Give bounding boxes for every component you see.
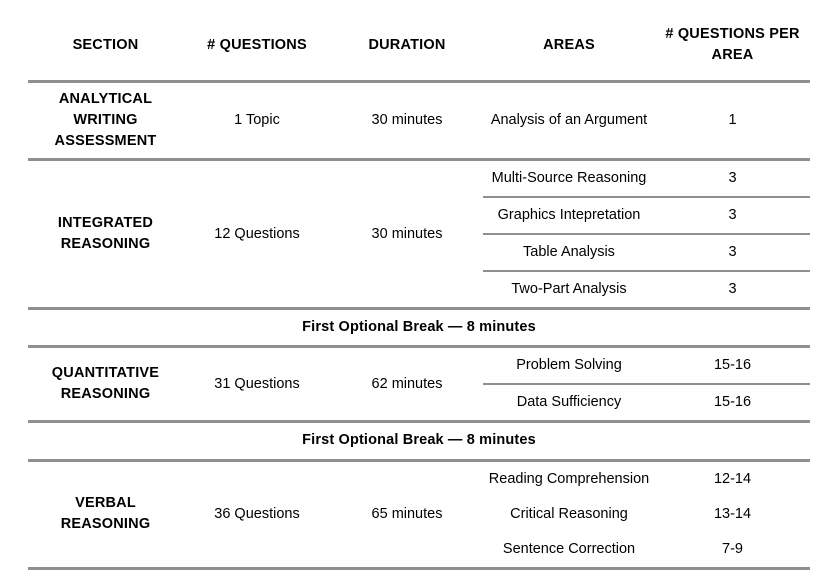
section-name: VERBAL REASONING — [60, 495, 151, 533]
section-duration: 62 minutes — [371, 375, 443, 392]
areas-subtable — [483, 103, 810, 138]
break-row — [28, 422, 810, 460]
section-question-count: 12 Questions — [214, 225, 300, 242]
section-duration: 30 minutes — [371, 225, 443, 242]
areas-subtable — [483, 348, 810, 420]
area-name: Table Analysis — [483, 234, 655, 271]
area-question-count: 13-14 — [713, 505, 752, 522]
section-name: QUANTITATIVE REASONING — [51, 365, 160, 403]
exam-structure-table — [28, 18, 810, 570]
area-question-count: 15-16 — [713, 357, 752, 374]
section-question-count: 1 Topic — [234, 112, 280, 129]
area-question-count: 7-9 — [722, 540, 743, 557]
area-name: Multi-Source Reasoning — [491, 170, 647, 187]
area-question-count: 3 — [728, 170, 737, 187]
area-name: Graphics Intepretation — [483, 197, 655, 234]
break-row — [28, 309, 810, 347]
break-label: First Optional Break — 8 minutes — [302, 432, 536, 449]
areas-subtable — [483, 161, 810, 307]
column-header-questions: # QUESTIONS — [207, 36, 307, 53]
area-row — [483, 234, 810, 271]
section-name: ANALYTICAL WRITING ASSESSMENT — [54, 91, 157, 150]
section-question-count: 31 Questions — [214, 375, 300, 392]
table-row — [28, 82, 810, 160]
table-row — [28, 160, 810, 309]
area-name: Two-Part Analysis — [483, 271, 655, 307]
table-body — [28, 82, 810, 569]
area-question-count: 3 — [655, 234, 810, 271]
area-question-count: 15-16 — [655, 384, 810, 420]
area-name: Sentence Correction — [502, 540, 636, 557]
area-name: Critical Reasoning — [510, 505, 628, 522]
area-question-count: 12-14 — [713, 470, 752, 487]
area-row — [483, 532, 810, 567]
section-name: INTEGRATED REASONING — [57, 215, 154, 253]
column-header-per-area: # QUESTIONS PER AREA — [665, 26, 800, 64]
area-row — [483, 197, 810, 234]
area-name: Analysis of an Argument — [490, 112, 648, 129]
column-header-areas: AREAS — [543, 36, 595, 53]
table-header — [28, 18, 810, 82]
area-name: Data Sufficiency — [483, 384, 655, 420]
break-label: First Optional Break — 8 minutes — [302, 319, 536, 336]
areas-group — [483, 460, 810, 568]
table-row — [28, 460, 810, 568]
area-row — [483, 497, 810, 532]
table-row — [28, 347, 810, 422]
areas-group — [483, 160, 810, 309]
area-row — [483, 384, 810, 420]
area-row — [483, 271, 810, 307]
area-question-count: 1 — [728, 112, 737, 129]
areas-group — [483, 347, 810, 422]
section-duration: 30 minutes — [371, 112, 443, 129]
section-question-count: 36 Questions — [214, 505, 300, 522]
area-row — [483, 462, 810, 497]
table-header-row — [28, 18, 810, 82]
area-question-count: 3 — [655, 197, 810, 234]
areas-group — [483, 82, 810, 160]
area-row — [483, 161, 810, 197]
column-header-duration: DURATION — [368, 36, 446, 53]
areas-subtable — [483, 462, 810, 567]
area-name: Reading Comprehension — [488, 470, 650, 487]
area-question-count: 3 — [655, 271, 810, 307]
area-name: Problem Solving — [516, 357, 622, 374]
section-duration: 65 minutes — [371, 505, 443, 522]
column-header-section: SECTION — [72, 36, 139, 53]
area-row — [483, 348, 810, 384]
area-row — [483, 103, 810, 138]
